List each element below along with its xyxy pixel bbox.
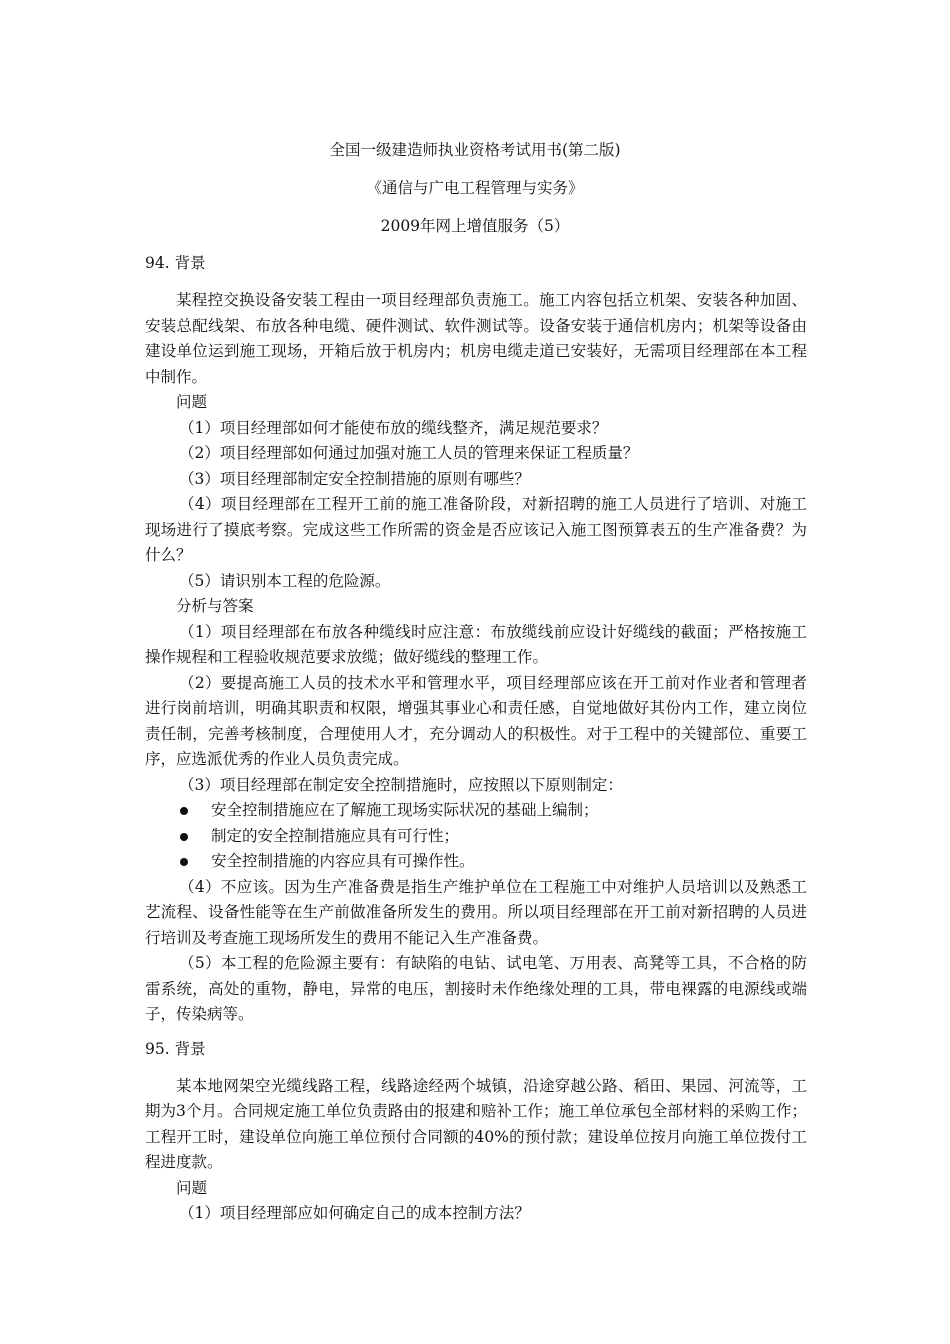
bullet-item xyxy=(145,849,807,875)
q95-background: 某本地网架空光缆线路工程，线路途经两个城镇，沿途穿越公路、稻田、果园、河流等，工期为3个月。合同规定施工单位负责路由的报建和赔补工作；施工单位承包全部材料的采购工作；工程开工时，建设单位向施工单位预付合同额的40%的预付款；建设单位按月向施工单位拨付工程进度款。 xyxy=(145,1076,807,1171)
service-title: 2009年网上增值服务（5） xyxy=(380,217,570,235)
q94-question-5: （5）请识别本工程的危险源。 xyxy=(179,571,391,590)
q94-question-4: （4）项目经理部在工程开工前的施工准备阶段，对新招聘的施工人员进行了培训、对施工现场进行了摸底考察。完成这些工作所需的资金是否应该记入施工图预算表五的生产准备费？为什么？ xyxy=(145,495,807,564)
q94-question-1: （1）项目经理部如何才能使布放的缆线整齐，满足规范要求？ xyxy=(179,418,608,437)
q94-answer-3: （3）项目经理部在制定安全控制措施时，应按照以下原则制定： xyxy=(179,775,623,794)
q94-answer-5: （5）本工程的危险源主要有：有缺陷的电钻、试电笔、万用表、高凳等工具，不合格的防雷系统，高处的重物，静电，异常的电压，割接时未作绝缘处理的工具，带电裸露的电源线或端子，传染病等。 xyxy=(145,954,807,1023)
q94-heading: 94. 背景 xyxy=(145,254,206,272)
q94-question-3: （3）项目经理部制定安全控制措施的原则有哪些？ xyxy=(179,469,530,488)
bullet-dot-icon xyxy=(180,858,188,866)
bullet-dot-icon xyxy=(180,807,188,815)
bullet-item xyxy=(145,824,807,850)
bullet-text: 制定的安全控制措施应具有可行性； xyxy=(211,826,460,845)
q94-background: 某程控交换设备安装工程由一项目经理部负责施工。施工内容包括立机架、安装各种加固、安装总配线架、布放各种电缆、硬件测试、软件测试等。设备安装于通信机房内；机架等设备由建设单位运到施工现场，开箱后放于机房内；机房电缆走道已安装好，无需项目经理部在本工程中制作。 xyxy=(145,291,807,386)
bullet-item xyxy=(145,798,807,824)
bullet-dot-icon xyxy=(180,833,188,841)
document-body xyxy=(145,250,807,1227)
book-title: 全国一级建造师执业资格考试用书(第二版) xyxy=(329,141,621,159)
q94-answers-label: 分析与答案 xyxy=(176,597,254,615)
q94-answer-2: （2）要提高施工人员的技术水平和管理水平，项目经理部应该在开工前对作业者和管理者进行岗前培训，明确其职责和权限，增强其事业心和责任感，自觉地做好其份内工作，建立岗位责任制，完善考核制度，合理使用人才，充分调动人的积极性。对于工程中的关键部位、重要工序，应选派优秀的作业人员负责完成。 xyxy=(145,673,807,768)
subject-title: 《通信与广电工程管理与实务》 xyxy=(366,179,584,197)
q95-questions-label: 问题 xyxy=(176,1178,208,1197)
q94-answer-1: （1）项目经理部在布放各种缆线时应注意：布放缆线前应设计好缆线的截面；严格按施工操作规程和工程验收规范要求放缆；做好缆线的整理工作。 xyxy=(145,622,807,666)
q95-heading: 95. 背景 xyxy=(145,1039,206,1058)
bullet-text: 安全控制措施应在了解施工现场实际状况的基础上编制； xyxy=(211,801,599,819)
q95-question-1: （1）项目经理部应如何确定自己的成本控制方法？ xyxy=(179,1204,530,1222)
q94-answer-4: （4）不应该。因为生产准备费是指生产维护单位在工程施工中对维护人员培训以及熟悉工艺流程、设备性能等在生产前做准备所发生的费用。所以项目经理部在开工前对新招聘的人员进行培训及考查施工现场所发生的费用不能记入生产准备费。 xyxy=(145,877,807,947)
bullet-text: 安全控制措施的内容应具有可操作性。 xyxy=(211,852,475,870)
q94-questions-label: 问题 xyxy=(176,393,208,411)
q94-question-2: （2）项目经理部如何通过加强对施工人员的管理来保证工程质量？ xyxy=(179,444,639,462)
